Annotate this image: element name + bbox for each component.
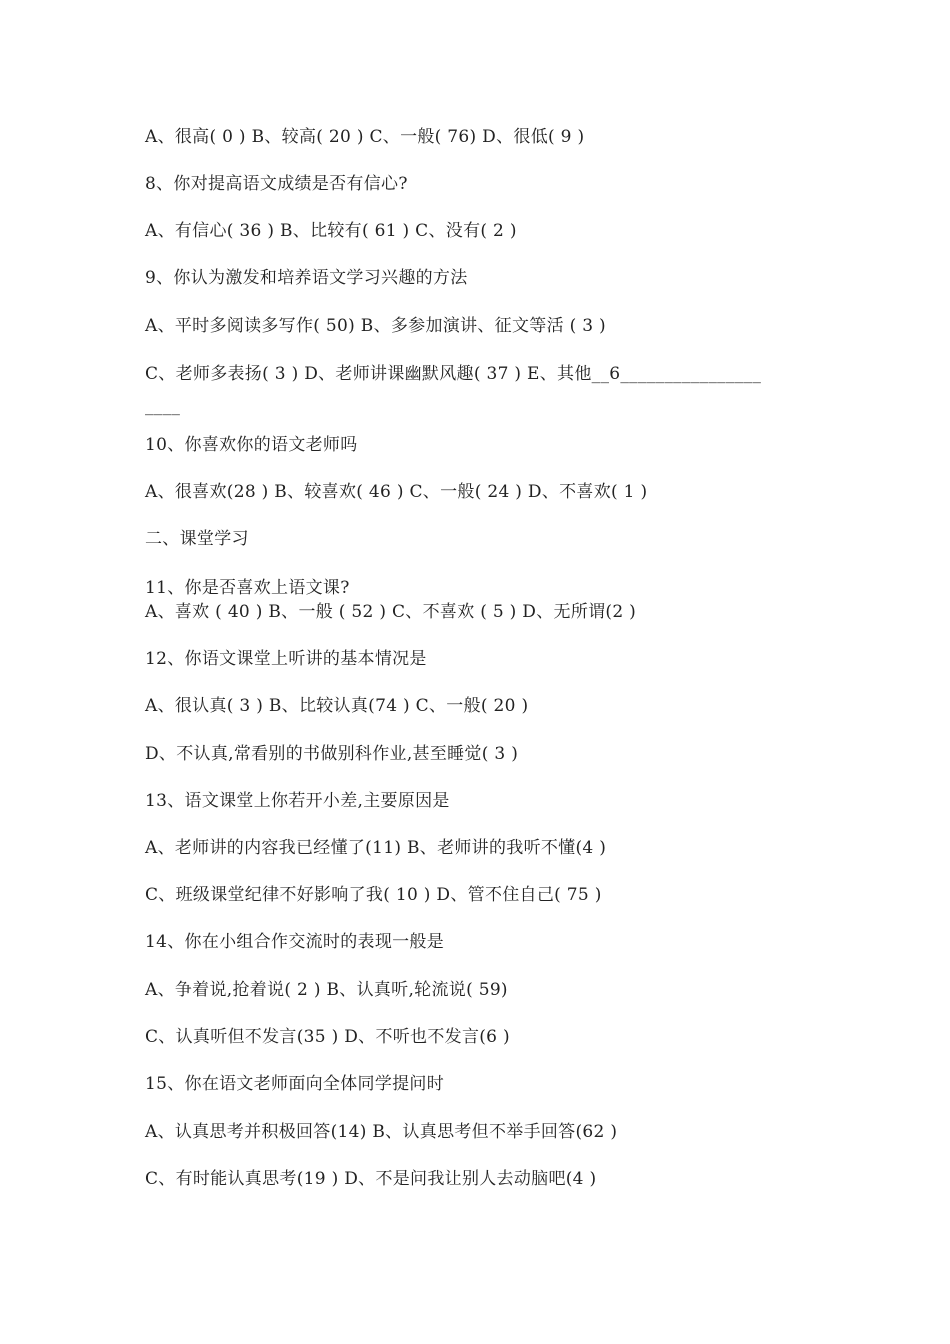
- q13-options-ab: A、老师讲的内容我已经懂了(11) B、老师讲的我听不懂(4 ): [145, 838, 607, 858]
- q15-question: 15、你在语文老师面向全体同学提问时: [145, 1074, 445, 1094]
- q12-options-abc: A、很认真( 3 ) B、比较认真(74 ) C、一般( 20 ): [145, 696, 529, 716]
- q7-options: A、很高( 0 ) B、较高( 20 ) C、一般( 76) D、很低( 9 ): [145, 127, 585, 147]
- q8-options: A、有信心( 36 ) B、比较有( 61 ) C、没有( 2 ): [145, 221, 517, 241]
- q14-question: 14、你在小组合作交流时的表现一般是: [145, 932, 445, 952]
- q9-options-continued: ____: [145, 396, 181, 416]
- q14-options-cd: C、认真听但不发言(35 ) D、不听也不发言(6 ): [145, 1027, 510, 1047]
- q10-options: A、很喜欢(28 ) B、较喜欢( 46 ) C、一般( 24 ) D、不喜欢( 1 ): [145, 482, 648, 502]
- q13-question: 13、语文课堂上你若开小差,主要原因是: [145, 791, 450, 811]
- section-heading-classroom: 二、课堂学习: [145, 529, 249, 549]
- q14-options-ab: A、争着说,抢着说( 2 ) B、认真听,轮流说( 59): [145, 980, 508, 1000]
- q10-question: 10、你喜欢你的语文老师吗: [145, 435, 358, 455]
- q13-options-cd: C、班级课堂纪律不好影响了我( 10 ) D、管不住自己( 75 ): [145, 885, 602, 905]
- q12-options-d: D、不认真,常看别的书做别科作业,甚至睡觉( 3 ): [145, 744, 519, 764]
- q11-options: A、喜欢 ( 40 ) B、一般 ( 52 ) C、不喜欢 ( 5 ) D、无所谓(2 ): [145, 602, 637, 622]
- q11-question: 11、你是否喜欢上语文课?: [145, 578, 350, 598]
- q8-question: 8、你对提高语文成绩是否有信心?: [145, 174, 408, 194]
- q9-options-cde: C、老师多表扬( 3 ) D、老师讲课幽默风趣( 37 ) E、其他__6________________: [145, 364, 762, 384]
- q12-question: 12、你语文课堂上听讲的基本情况是: [145, 649, 427, 669]
- q9-options-ab: A、平时多阅读多写作( 50) B、多参加演讲、征文等活 ( 3 ): [145, 316, 606, 336]
- q15-options-ab: A、认真思考并积极回答(14) B、认真思考但不举手回答(62 ): [145, 1122, 618, 1142]
- q9-question: 9、你认为激发和培养语文学习兴趣的方法: [145, 268, 468, 288]
- q15-options-cd: C、有时能认真思考(19 ) D、不是问我让别人去动脑吧(4 ): [145, 1169, 597, 1189]
